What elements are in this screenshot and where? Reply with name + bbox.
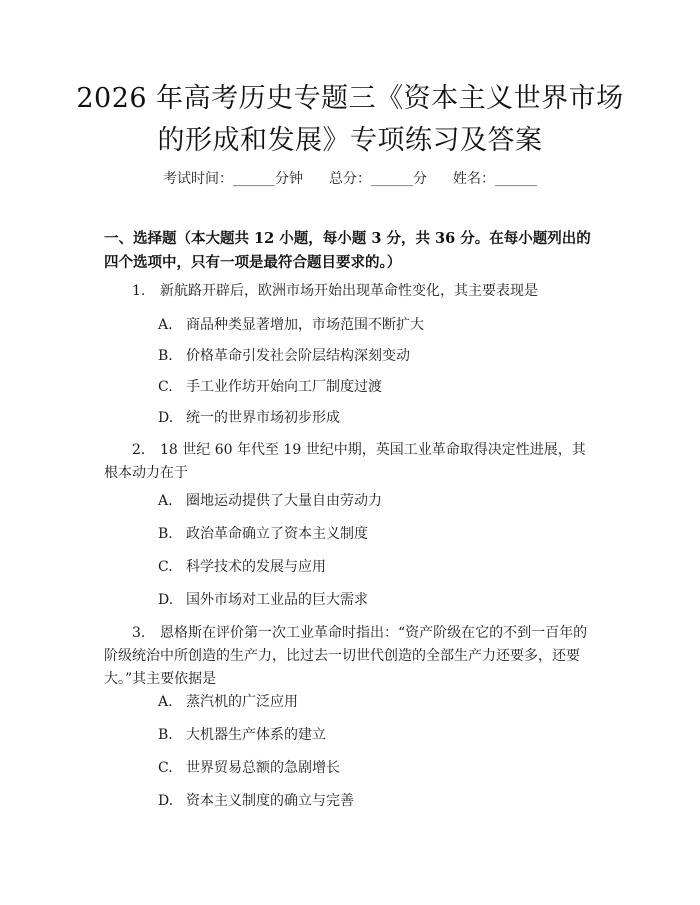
question-stem: 18 世纪 60 年代至 19 世纪中期，英国工业革命取得决定性进展，其根本动力在于 bbox=[104, 442, 586, 481]
question-1-option-c bbox=[158, 377, 598, 397]
student-name: 姓名：______ bbox=[453, 171, 537, 187]
exam-info bbox=[60, 168, 640, 188]
option-text: 资本主义制度的确立与完善 bbox=[186, 793, 354, 809]
question-2-option-a bbox=[158, 491, 598, 511]
question-1-option-a bbox=[158, 315, 598, 335]
question-number: 2. bbox=[132, 442, 146, 458]
option-letter: B. bbox=[158, 727, 173, 743]
question-stem: 恩格斯在评价第一次工业革命时指出：“资产阶级在它的不到一百年的阶级统治中所创造的生产力，比过去一切世代创造的全部生产力还要多，还要大。”其主要依据是 bbox=[104, 625, 588, 687]
option-letter: D. bbox=[158, 592, 174, 608]
option-text: 手工业作坊开始向工厂制度过渡 bbox=[186, 379, 382, 395]
question-3-option-c bbox=[158, 758, 598, 778]
option-letter: B. bbox=[158, 348, 173, 364]
option-letter: D. bbox=[158, 793, 174, 809]
exam-time: 考试时间：______分钟 bbox=[163, 171, 303, 187]
option-text: 政治革命确立了资本主义制度 bbox=[186, 526, 368, 542]
option-letter: A. bbox=[158, 493, 173, 509]
question-number: 3. bbox=[132, 625, 146, 641]
question-2-option-c bbox=[158, 557, 598, 577]
option-letter: C. bbox=[158, 559, 173, 575]
total-score: 总分：______分 bbox=[329, 171, 427, 187]
option-letter: D. bbox=[158, 410, 174, 426]
option-text: 大机器生产体系的建立 bbox=[186, 727, 326, 743]
question-2-option-b bbox=[158, 524, 598, 544]
question-1 bbox=[104, 280, 596, 303]
question-number: 1. bbox=[132, 283, 146, 299]
question-2-option-d bbox=[158, 590, 598, 610]
option-text: 统一的世界市场初步形成 bbox=[186, 410, 340, 426]
option-letter: A. bbox=[158, 694, 173, 710]
question-3-option-d bbox=[158, 791, 598, 811]
question-1-option-d bbox=[158, 408, 598, 428]
option-text: 圈地运动提供了大量自由劳动力 bbox=[186, 493, 382, 509]
option-text: 价格革命引发社会阶层结构深刻变动 bbox=[186, 348, 410, 364]
question-1-option-b bbox=[158, 346, 598, 366]
section-heading: 一、选择题（本大题共 12 小题，每小题 3 分，共 36 分。在每小题列出的四个选项中，只有一项是最符合题目要求的。） bbox=[104, 230, 591, 271]
option-letter: A. bbox=[158, 317, 173, 333]
question-2 bbox=[104, 439, 596, 485]
option-text: 蒸汽机的广泛应用 bbox=[186, 694, 298, 710]
option-letter: C. bbox=[158, 760, 173, 776]
question-3-option-b bbox=[158, 725, 598, 745]
option-letter: C. bbox=[158, 379, 173, 395]
option-text: 国外市场对工业品的巨大需求 bbox=[186, 592, 368, 608]
option-text: 科学技术的发展与应用 bbox=[186, 559, 326, 575]
title-line-1: 2026 年高考历史专题三《资本主义世界市场 bbox=[76, 83, 624, 114]
option-letter: B. bbox=[158, 526, 173, 542]
option-text: 商品种类显著增加，市场范围不断扩大 bbox=[186, 317, 424, 333]
question-stem: 新航路开辟后，欧洲市场开始出现革命性变化，其主要表现是 bbox=[160, 283, 538, 299]
option-text: 世界贸易总额的急剧增长 bbox=[186, 760, 340, 776]
document-title bbox=[60, 78, 640, 162]
question-3-option-a bbox=[158, 692, 598, 712]
title-line-2: 的形成和发展》专项练习及答案 bbox=[157, 125, 543, 156]
question-3 bbox=[104, 622, 596, 691]
